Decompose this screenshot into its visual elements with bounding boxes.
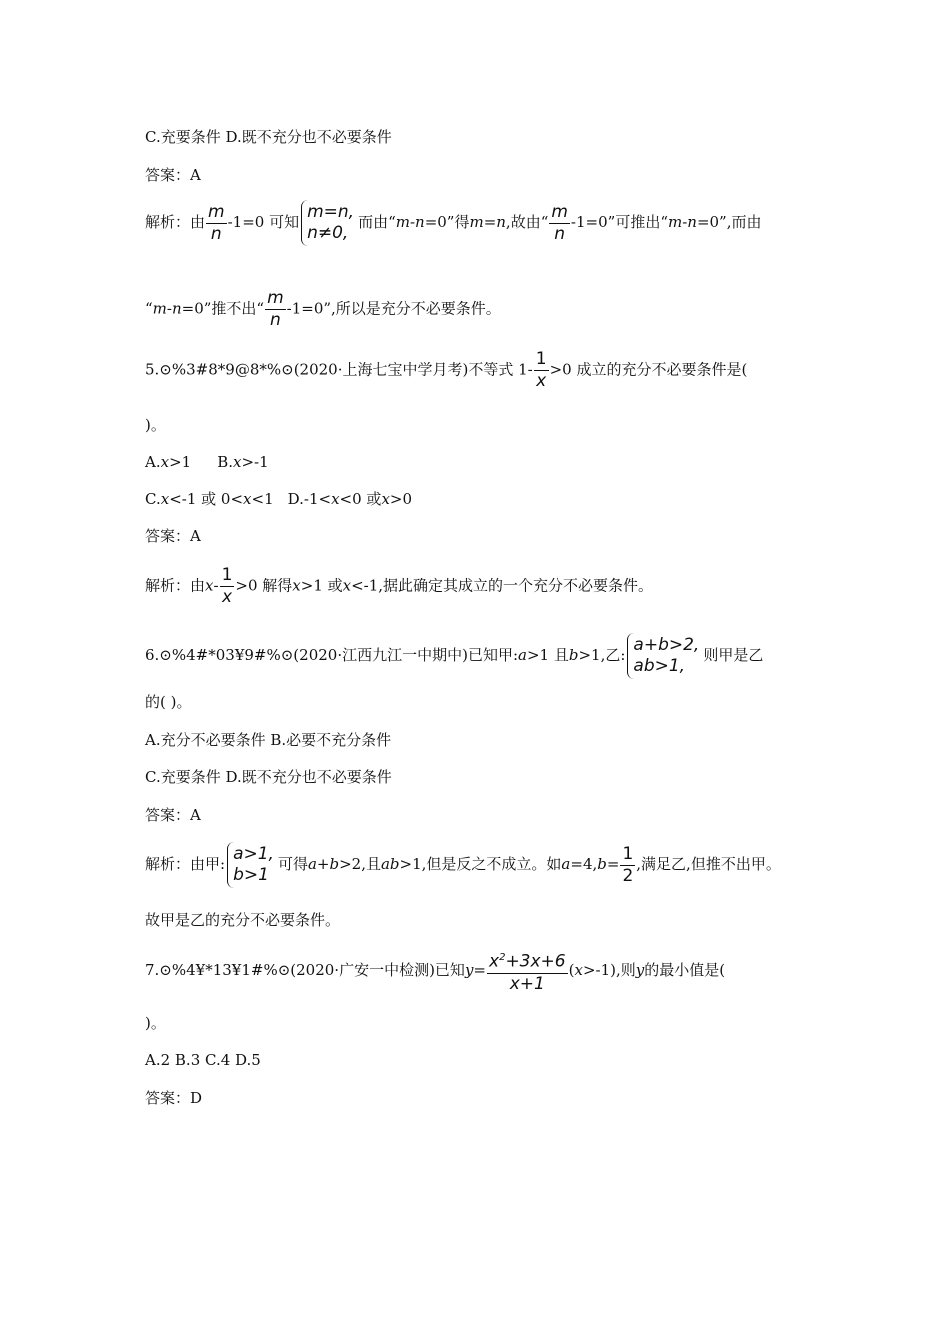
q6-options-cd: C.充要条件 D.既不充分也不必要条件: [145, 768, 392, 786]
q7-options: A.2 B.3 C.4 D.5: [145, 1051, 261, 1069]
q7-answer: 答案：D: [145, 1089, 203, 1107]
q6-options-ab: A.充分不必要条件 B.必要不充分条件: [145, 731, 392, 749]
fraction-m-over-n: $\frac{m}{n}$: [267, 288, 284, 330]
q5-options-ab: A.x>1 B.x>-1: [145, 453, 269, 471]
q4-options-cd: C.充要条件 D.既不充分也不必要条件: [145, 128, 392, 146]
q6-answer: 答案：A: [145, 806, 201, 824]
fraction-m-over-n: $\frac{m}{n}$: [208, 201, 225, 244]
q5-options-cd: C.x<-1 或 0<x<1 D.-1<x<0 或x>0: [145, 490, 413, 508]
equation-system: m=n, n≠0,: [301, 200, 356, 246]
q5-stem: 5.⊙%3#8*9@8*%⊙(2020·上海七宝中学月考)不等式 1- $\frac{1}{x}$ >0 成立的充分不必要条件是(: [145, 349, 748, 391]
fraction-1-over-x: $\frac{1}{x}$: [221, 565, 233, 607]
fraction-1-over-2: $\frac{1}{2}$: [622, 843, 634, 886]
equation-system: a+b>2, ab>1,: [627, 633, 701, 679]
q7-stem-close: )。: [145, 1014, 166, 1032]
q4-analysis-line2: “m-n=0”推不出“ $\frac{m}{n}$ -1=0”,所以是充分不必要条件。: [145, 288, 501, 330]
q6-stem-close: 的( )。: [145, 693, 192, 711]
q6-conclusion: 故甲是乙的充分不必要条件。: [145, 911, 341, 929]
q5-stem-close: )。: [145, 416, 166, 434]
q7-stem: 7.⊙%4¥*13¥1#%⊙(2020·广安一中检测)已知y= $\frac{x^2+3x+6}{x+1}$ (x>-1),则y的最小值是(: [145, 947, 725, 995]
q5-analysis: 解析：由x- $\frac{1}{x}$ >0 解得x>1 或x<-1,据此确定其成立的一个充分不必要条件。: [145, 565, 654, 607]
fraction-m-over-n: $\frac{m}{n}$: [551, 201, 568, 244]
q4-analysis-line1: 解析：由 $\frac{m}{n}$ -1=0 可知 m=n, n≠0, 而由“m-n=0”得m=n,故由“ $\frac{m}{n}$ -1=0”可推出“m-n=0”,而由: [145, 200, 762, 246]
equation-system: a>1, b>1: [227, 842, 276, 888]
fraction-1-over-x: $\frac{1}{x}$: [535, 349, 547, 391]
q6-analysis: 解析：由甲: a>1, b>1 可得a+b>2,且ab>1,但是反之不成立。如a=4,b= $\frac{1}{2}$ ,满足乙,但推不出甲。: [145, 842, 781, 888]
q5-answer: 答案：A: [145, 527, 201, 545]
q4-analysis-lead: 解析：由: [145, 213, 206, 231]
q4-answer: 答案：A: [145, 166, 201, 184]
fraction-quadratic-over-linear: $\frac{x^2+3x+6}{x+1}$: [487, 947, 568, 995]
q6-stem: 6.⊙%4#*03¥9#%⊙(2020·江西九江一中期中)已知甲:a>1 且b>1,乙: a+b>2, ab>1, 则甲是乙: [145, 633, 763, 679]
